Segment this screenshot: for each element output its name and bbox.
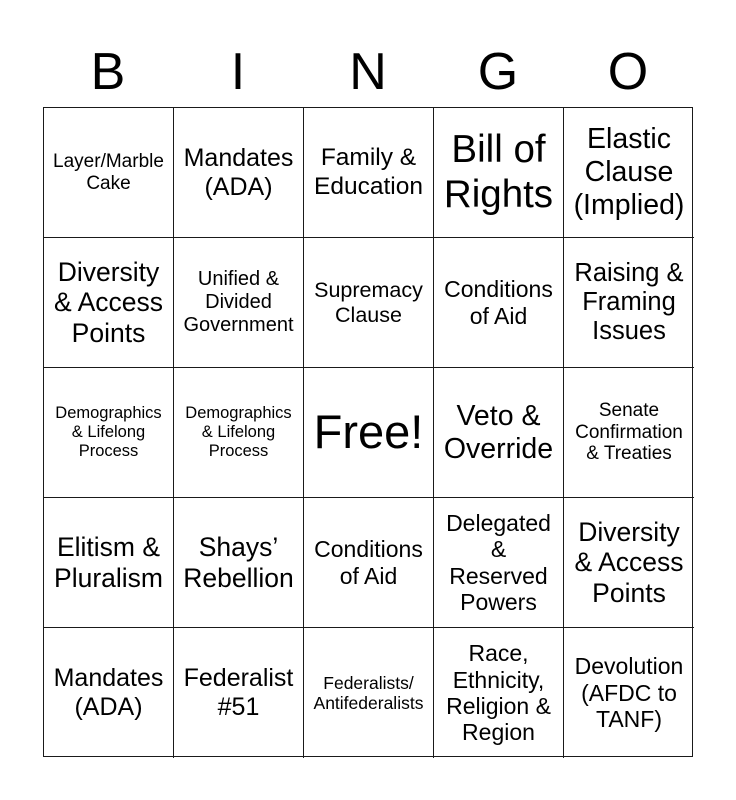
cell-text: Demographics & Lifelong Process: [55, 404, 162, 460]
bingo-cell-r2-c2[interactable]: [174, 238, 304, 368]
bingo-cell-r5-c5[interactable]: [564, 628, 694, 758]
header-letter-i: I: [230, 43, 246, 101]
bingo-cell-r3-c2[interactable]: [174, 368, 304, 498]
cell-text: Mandates (ADA): [183, 143, 294, 201]
bingo-cell-r1-c1[interactable]: [44, 108, 174, 238]
bingo-cell-free-space[interactable]: [304, 368, 434, 498]
cell-text: Family & Education: [314, 144, 423, 200]
bingo-cell-r4-c2[interactable]: [174, 498, 304, 628]
header-letter-n: N: [349, 43, 387, 101]
bingo-card-grid: [43, 107, 693, 757]
cell-text: Conditions of Aid: [314, 536, 423, 589]
bingo-cell-r1-c3[interactable]: [304, 108, 434, 238]
cell-text: Raising & Framing Issues: [574, 258, 684, 346]
bingo-cell-r4-c1[interactable]: [44, 498, 174, 628]
cell-text: Conditions of Aid: [444, 276, 553, 329]
cell-text: Senate Confirmation & Treaties: [575, 399, 683, 465]
cell-text: Bill of Rights: [443, 128, 554, 216]
bingo-cell-r5-c2[interactable]: [174, 628, 304, 758]
bingo-cell-r4-c4[interactable]: [434, 498, 564, 628]
cell-text: Elitism & Pluralism: [54, 532, 163, 593]
header-letter-b: B: [90, 43, 126, 101]
bingo-cell-r2-c4[interactable]: [434, 238, 564, 368]
cell-text: Elastic Clause (Implied): [573, 123, 685, 221]
bingo-cell-r3-c5[interactable]: [564, 368, 694, 498]
bingo-cell-r5-c3[interactable]: [304, 628, 434, 758]
cell-text: Layer/Marble Cake: [53, 150, 164, 194]
bingo-cell-r1-c4[interactable]: [434, 108, 564, 238]
bingo-cell-r3-c4[interactable]: [434, 368, 564, 498]
header-letter-g: G: [477, 43, 519, 101]
cell-text: Devolution (AFDC to TANF): [574, 653, 684, 733]
bingo-cell-r2-c3[interactable]: [304, 238, 434, 368]
bingo-cell-r3-c1[interactable]: [44, 368, 174, 498]
cell-text: Diversity & Access Points: [54, 256, 163, 348]
cell-text: Demographics & Lifelong Process: [185, 404, 292, 460]
bingo-cell-r1-c5[interactable]: [564, 108, 694, 238]
cell-text: Race, Ethnicity, Religion & Region: [446, 640, 551, 746]
cell-text: Delegated & Reserved Powers: [446, 509, 551, 615]
bingo-cell-r4-c3[interactable]: [304, 498, 434, 628]
cell-text: Federalists/ Antifederalists: [313, 672, 424, 713]
bingo-cell-r5-c1[interactable]: [44, 628, 174, 758]
bingo-cell-r1-c2[interactable]: [174, 108, 304, 238]
bingo-cell-r2-c5[interactable]: [564, 238, 694, 368]
free-space-text: Free!: [313, 405, 424, 459]
cell-text: Unified & Divided Government: [183, 268, 294, 336]
bingo-cell-r2-c1[interactable]: [44, 238, 174, 368]
cell-text: Supremacy Clause: [314, 277, 423, 327]
cell-text: Diversity & Access Points: [574, 516, 684, 608]
cell-text: Veto & Override: [443, 399, 554, 465]
cell-text: Mandates (ADA): [53, 664, 164, 721]
header-letter-o: O: [607, 43, 649, 101]
bingo-cell-r5-c4[interactable]: [434, 628, 564, 758]
bingo-cell-r4-c5[interactable]: [564, 498, 694, 628]
cell-text: Federalist #51: [183, 664, 294, 721]
bingo-header: [43, 40, 693, 104]
cell-text: Shays’ Rebellion: [183, 532, 294, 593]
